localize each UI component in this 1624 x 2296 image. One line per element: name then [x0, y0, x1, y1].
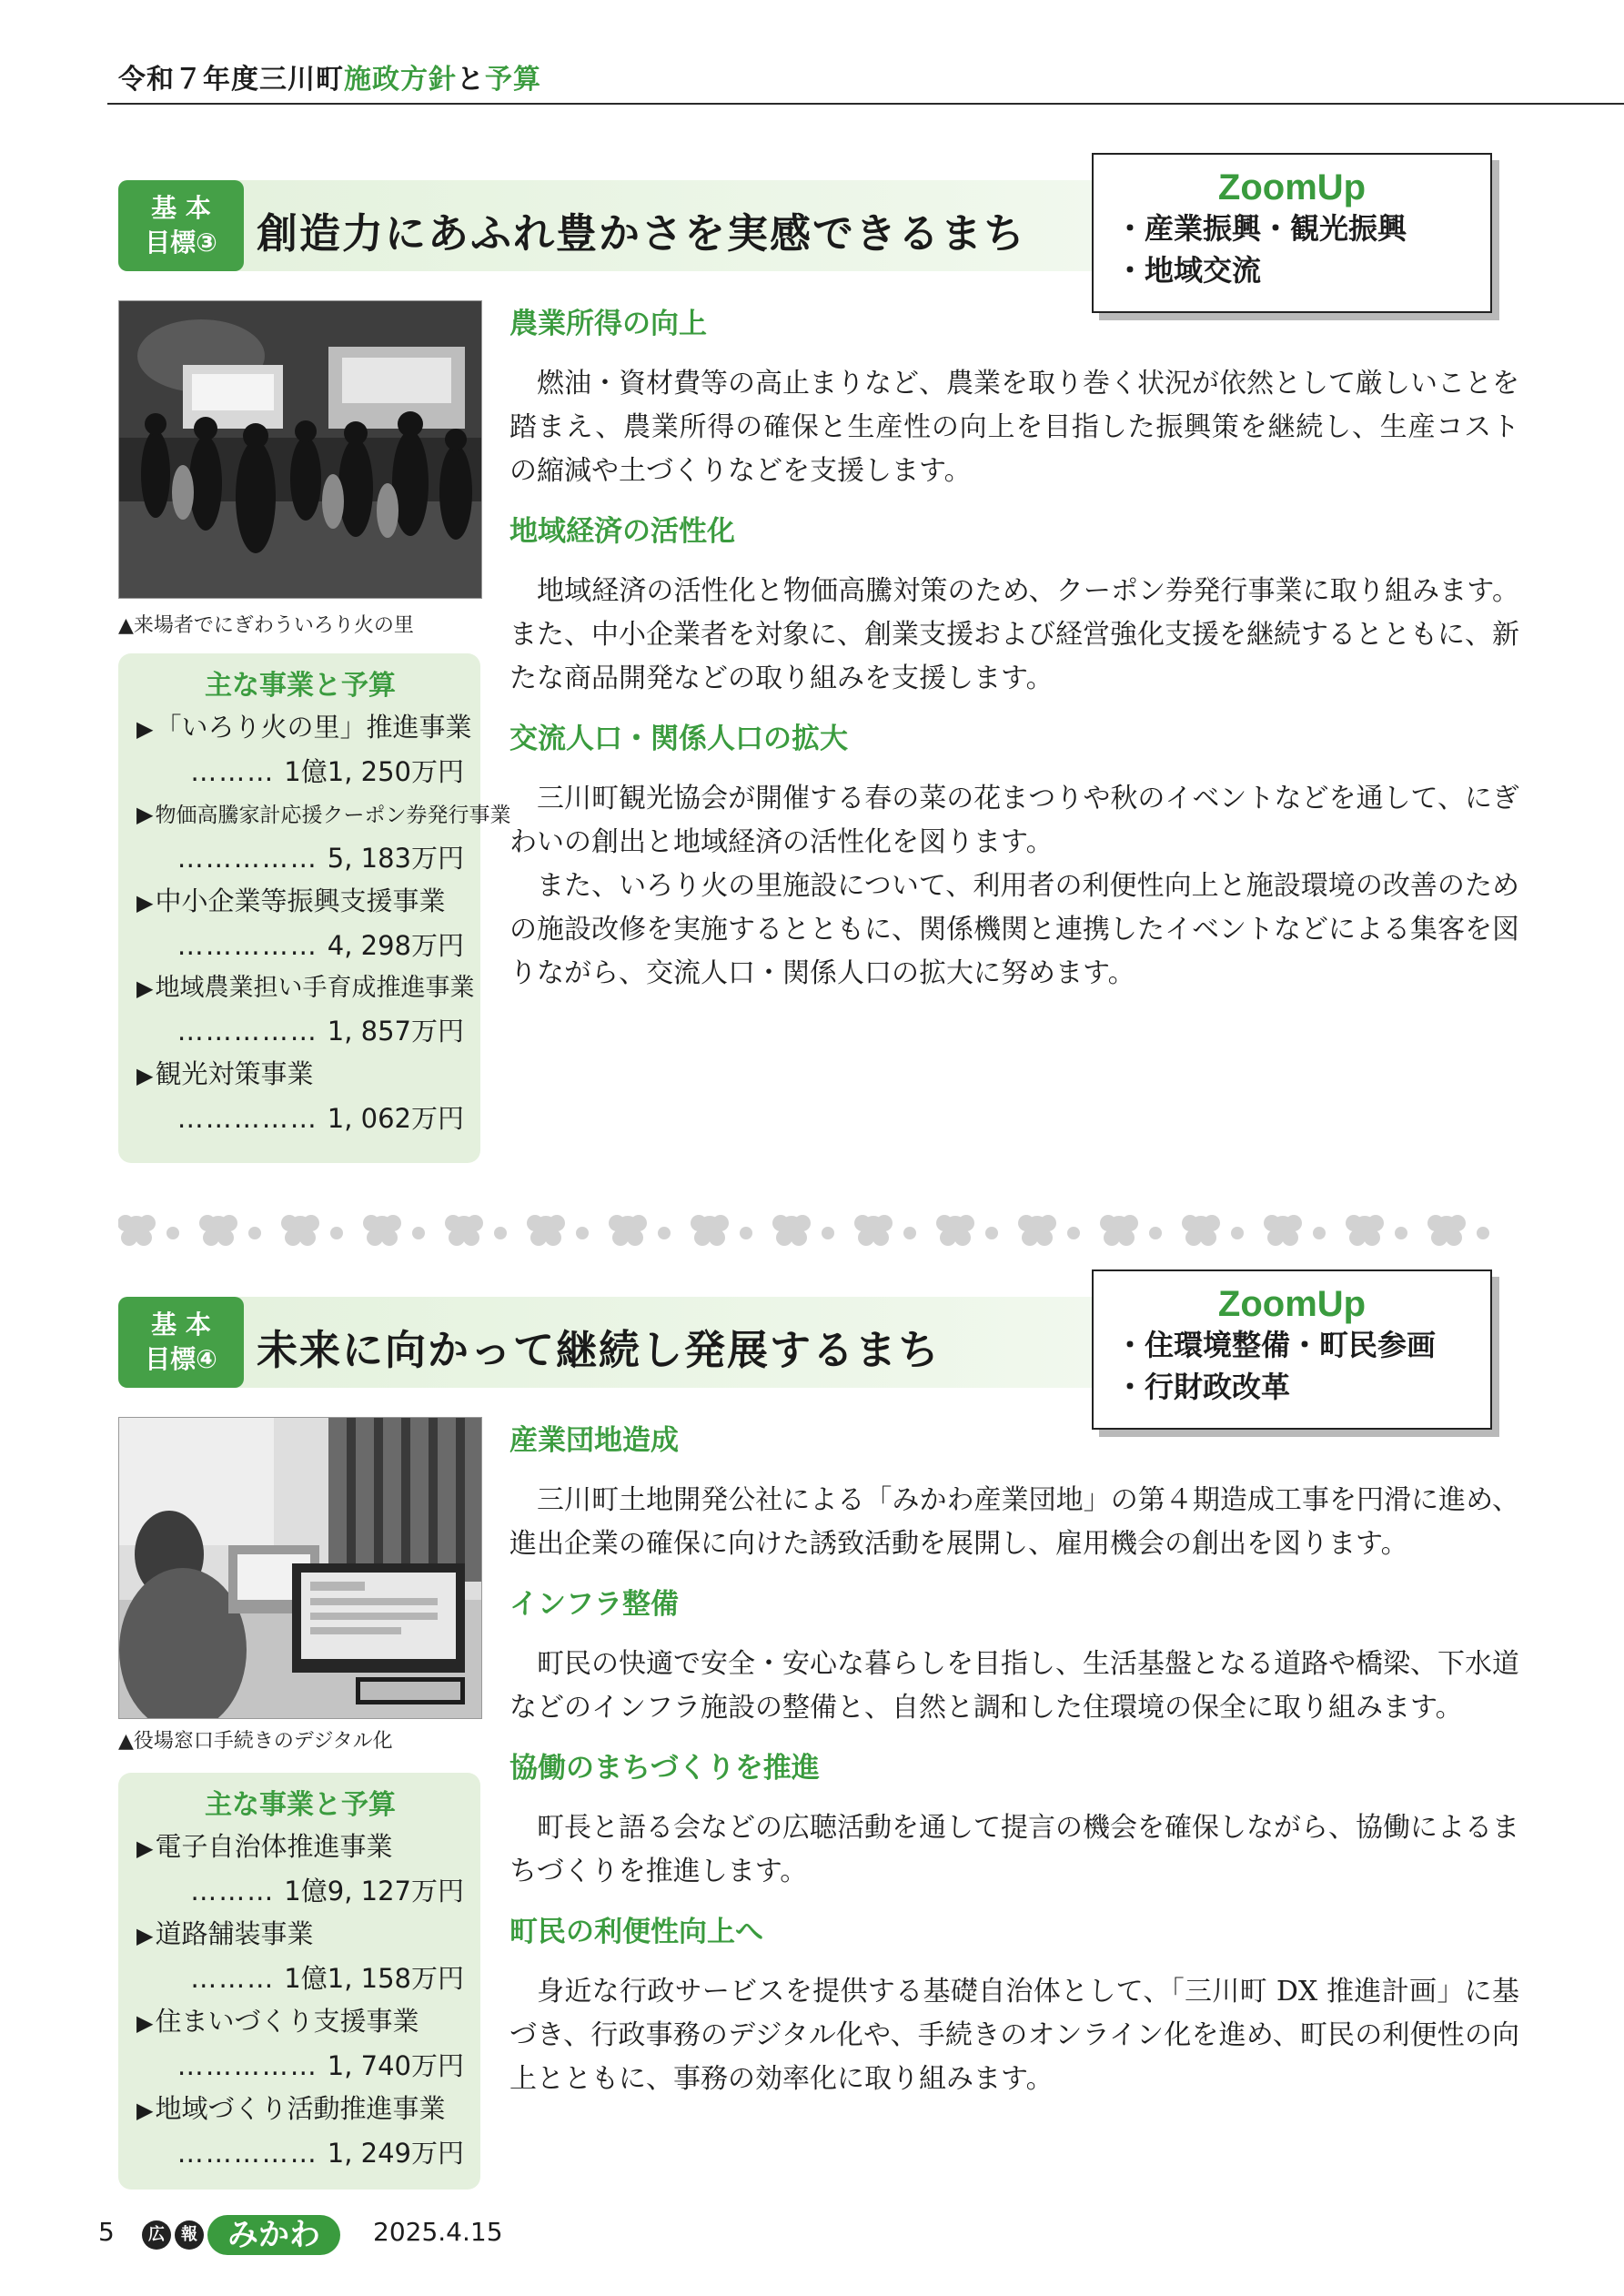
goal-4-budget-title: 主な事業と予算 — [205, 1789, 396, 1821]
section-paragraph: 町民の快適で安全・安心な暮らしを目指し、生活基盤となる道路や橋梁、下水道などのインフラ施設の整備と、自然と調和した住環境の保全に取り組みます。 — [509, 1648, 1519, 1724]
budget-item-dots: …………… — [177, 930, 318, 961]
budget-item-amount-row — [136, 2044, 464, 2088]
budget-item-amount-row — [136, 836, 464, 880]
budget-item-amount: 1, 740万円 — [327, 2050, 464, 2081]
flower-divider-graphic — [118, 1206, 1519, 1251]
goal-3-content — [509, 306, 1519, 1016]
goal-4-photo — [118, 1417, 482, 1719]
header-and: と — [457, 64, 485, 96]
header-budget: 予算 — [485, 64, 541, 96]
budget-item-amount: 4, 298万円 — [327, 930, 464, 961]
goal-4-badge-bottom: 目標④ — [145, 1344, 217, 1374]
header-prefix: 令和７年度三川町 — [118, 64, 344, 96]
budget-item — [136, 706, 472, 794]
budget-item-amount: 1, 249万円 — [327, 2138, 464, 2169]
budget-item-name: ▶ 道路舗装事業 — [136, 1913, 464, 1957]
budget-item — [136, 2000, 464, 2088]
section-paragraph: 三川町土地開発公社による「みかわ産業団地」の第４期造成工事を円滑に進め、進出企業の確保に向けた誘致活動を展開し、雇用機会の創出を図ります。 — [509, 1484, 1519, 1560]
goal-4-zoomup-item: ・行財政改革 — [1115, 1370, 1291, 1404]
budget-item-name: ▶ 電子自治体推進事業 — [136, 1826, 464, 1869]
budget-item-amount-row — [136, 1957, 464, 2000]
goal-4-badge-top: 基 本 — [151, 1310, 211, 1340]
budget-item-name: ▶ 住まいづくり支援事業 — [136, 2000, 464, 2044]
section-paragraph: 三川町観光協会が開催する春の菜の花まつりや秋のイベントなどを通して、にぎわいの創出と地域経済の活性化を図ります。 — [509, 783, 1519, 858]
budget-item-dots: ……… — [190, 1963, 276, 1994]
budget-item-amount: 1億1, 250万円 — [284, 756, 464, 787]
digital-counter-photo — [119, 1418, 481, 1718]
goal-4-zoomup-box — [1092, 1269, 1492, 1430]
goal-3-zoomup-item: ・産業振興・観光振興 — [1115, 211, 1407, 246]
goal-3-title: 創造力にあふれ豊かさを実感できるまち — [257, 209, 1027, 258]
budget-item-name: ▶ 地域づくり活動推進事業 — [136, 2088, 464, 2131]
goal-3-budget-title: 主な事業と予算 — [205, 670, 396, 702]
goal-3-budget-panel — [118, 653, 511, 1163]
budget-item-amount-row — [136, 1869, 464, 1913]
budget-item-amount-row — [136, 750, 464, 794]
goal-4-zoomup-title: ZoomUp — [1217, 1284, 1367, 1324]
goal-4-title: 未来に向かって継続し発展するまち — [257, 1326, 942, 1374]
budget-item-amount: 5, 183万円 — [327, 843, 464, 874]
budget-item — [136, 2088, 464, 2175]
budget-item-amount: 1億1, 158万円 — [284, 1963, 464, 1994]
festival-night-photo — [119, 301, 481, 598]
section-paragraph: 燃油・資材費等の高止まりなど、農業を取り巻く状況が依然として厳しいことを踏まえ、農業所得の確保と生産性の向上を目指した振興策を継続し、生産コストの縮減や土づくりなどを支援します。 — [509, 368, 1519, 487]
section-heading: 交流人口・関係人口の拡大 — [509, 723, 848, 755]
budget-item-amount-row — [136, 924, 464, 967]
section-heading: 協働のまちづくりを推進 — [509, 1752, 820, 1785]
budget-item-dots: …………… — [177, 2050, 318, 2081]
budget-item-name: ▶ 「いろり火の里」推進事業 — [136, 706, 464, 750]
goal-3-photo-caption: ▲来場者でにぎわういろり火の里 — [118, 614, 414, 637]
budget-item-amount: 1, 857万円 — [327, 1016, 464, 1047]
page-header — [118, 56, 541, 96]
section-paragraph: また、いろり火の里施設について、利用者の利便性向上と施設環境の改善のための施設改修を実施するとともに、関係機関と連携したイベントなどによる集客を図りながら、交流人口・関係人口の拡大に努めます。 — [509, 870, 1519, 989]
goal-3-badge-top: 基 本 — [151, 193, 211, 223]
budget-item — [136, 1053, 464, 1140]
header-rule — [107, 103, 1624, 105]
goal-3-photo — [118, 300, 482, 599]
koho-mark-2: 報 — [175, 2220, 204, 2250]
section-heading: インフラ整備 — [509, 1588, 679, 1621]
budget-item — [136, 1913, 464, 2000]
budget-item-name: ▶ 観光対策事業 — [136, 1053, 464, 1097]
header-policy: 施政方針 — [344, 64, 457, 96]
budget-item-name: ▶ 中小企業等振興支援事業 — [136, 880, 464, 924]
budget-item — [136, 967, 475, 1053]
budget-item-name: ▶ 物価高騰家計応援クーポン券発行事業 — [136, 794, 464, 836]
section-paragraph: 地域経済の活性化と物価高騰対策のため、クーポン券発行事業に取り組みます。また、中小企業者を対象に、創業支援および経営強化支援を継続するとともに、新たな商品開発などの取り組みを支援します。 — [509, 575, 1519, 694]
budget-item — [136, 880, 464, 967]
budget-item-amount-row — [136, 1009, 464, 1053]
flower-divider — [118, 1206, 1519, 1251]
budget-item-amount-row — [136, 2131, 464, 2175]
issue-date: 2025.4.15 — [373, 2217, 503, 2247]
budget-item-amount: 1, 062万円 — [327, 1103, 464, 1134]
goal-3-zoomup-title: ZoomUp — [1217, 167, 1367, 207]
goal-3-zoomup-box — [1092, 153, 1492, 313]
budget-item-dots: ……… — [190, 1876, 276, 1907]
goal-3-badge — [118, 180, 244, 271]
goal-4-photo-caption: ▲役場窓口手続きのデジタル化 — [118, 1730, 393, 1753]
budget-item-name: ▶ 地域農業担い手育成推進事業 — [136, 967, 464, 1009]
budget-item-dots: …………… — [177, 1103, 318, 1134]
goal-4-budget-panel — [118, 1773, 480, 2190]
mikawa-logo: みかわ — [207, 2215, 340, 2255]
goal-3-badge-bottom: 目標③ — [145, 228, 217, 258]
budget-item-amount-row — [136, 1097, 464, 1140]
section-heading: 町民の利便性向上へ — [509, 1916, 763, 1948]
budget-item — [136, 1826, 464, 1913]
page-number: 5 — [98, 2217, 115, 2247]
budget-item-dots: …………… — [177, 843, 318, 874]
section-heading: 農業所得の向上 — [509, 308, 707, 340]
section-heading: 地域経済の活性化 — [509, 515, 735, 548]
goal-3-zoomup-item: ・地域交流 — [1115, 253, 1262, 288]
section-paragraph: 身近な行政サービスを提供する基礎自治体として、「三川町 DX 推進計画」に基づき、行政事務のデジタル化や、手続きのオンライン化を進め、町民の利便性の向上とともに、事務の効率化に取り組みます。 — [509, 1976, 1519, 2095]
section-paragraph: 町長と語る会などの広聴活動を通して提言の機会を確保しながら、協働によるまちづくりを推進します。 — [509, 1812, 1519, 1887]
goal-4-content — [509, 1422, 1519, 2121]
budget-item-dots: …………… — [177, 1016, 318, 1047]
budget-item-dots: ……… — [190, 756, 276, 787]
goal-4-badge — [118, 1297, 244, 1388]
budget-item — [136, 794, 511, 880]
budget-item-dots: …………… — [177, 2138, 318, 2169]
koho-mark-1: 広 — [142, 2220, 171, 2250]
section-heading: 産業団地造成 — [509, 1424, 679, 1457]
goal-4-zoomup-item: ・住環境整備・町民参画 — [1115, 1328, 1437, 1362]
budget-item-amount: 1億9, 127万円 — [284, 1876, 464, 1907]
